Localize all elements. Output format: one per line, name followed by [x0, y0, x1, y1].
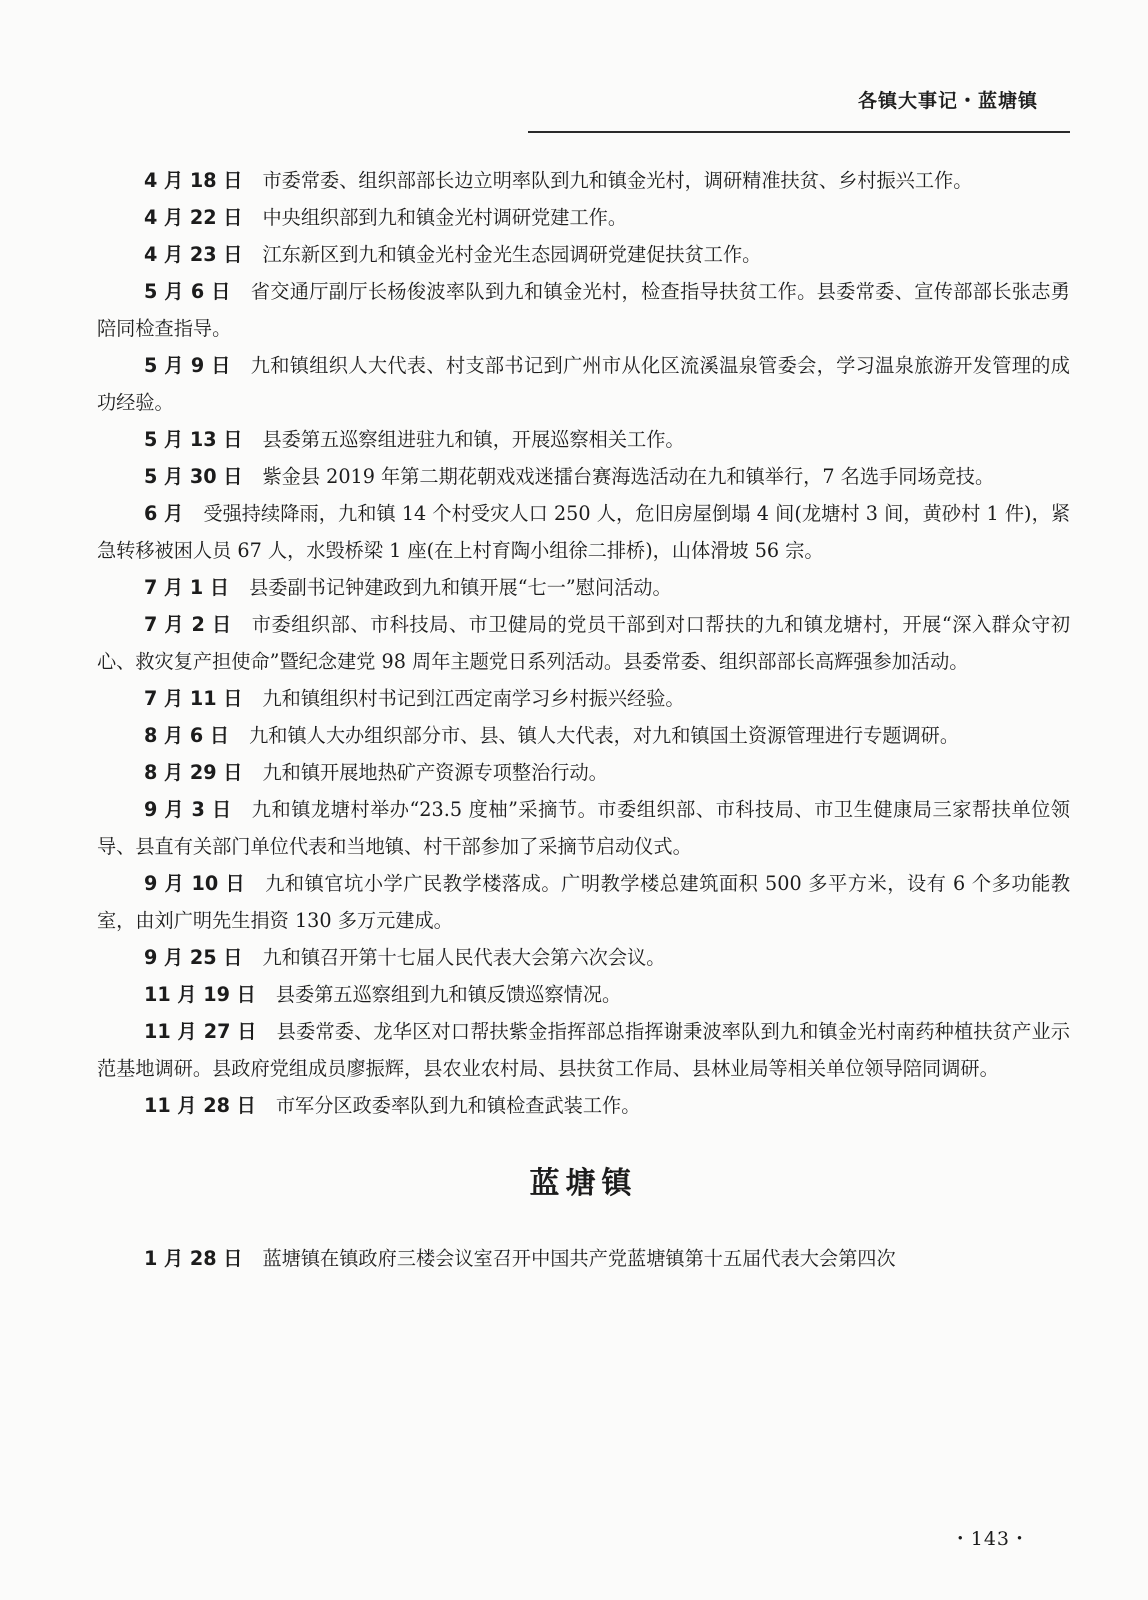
event-text: 九和镇组织人大代表、村支部书记到广州市从化区流溪温泉管委会，学习温泉旅游开发管理的成功经验。 — [97, 354, 1070, 414]
event-entry — [97, 717, 1070, 754]
section-title: 蓝塘镇 — [529, 1166, 638, 1201]
event-date: 11 月 19 日 — [144, 983, 256, 1006]
event-entry — [97, 458, 1070, 495]
event-entry — [97, 791, 1070, 865]
event-entry — [97, 1013, 1070, 1087]
event-text: 市委组织部、市科技局、市卫健局的党员干部到对口帮扶的九和镇龙塘村，开展“深入群众守初心、救灾复产担使命”暨纪念建党 98 周年主题党日系列活动。县委常委、组织部部长高辉强参加活动。 — [97, 613, 1071, 673]
page-number: ・143・ — [950, 1528, 1030, 1550]
event-date: 4 月 22 日 — [144, 206, 243, 229]
event-entry — [97, 495, 1070, 569]
event-entry — [97, 1240, 1070, 1277]
event-entry — [97, 162, 1070, 199]
event-date: 8 月 6 日 — [144, 724, 230, 747]
event-text: 九和镇召开第十七届人民代表大会第六次会议。 — [262, 946, 666, 969]
event-text: 县委第五巡察组进驻九和镇，开展巡察相关工作。 — [262, 428, 685, 451]
section-event-list — [97, 1240, 1070, 1277]
event-list — [97, 162, 1070, 1124]
event-text: 市军分区政委率队到九和镇检查武装工作。 — [275, 1094, 641, 1117]
event-date: 9 月 25 日 — [144, 946, 243, 969]
event-text: 中央组织部到九和镇金光村调研党建工作。 — [262, 206, 628, 229]
event-entry — [97, 680, 1070, 717]
event-text: 县委常委、龙华区对口帮扶紫金指挥部总指挥谢秉波率队到九和镇金光村南药种植扶贫产业示范基地调研。县政府党组成员廖振辉，县农业农村局、县扶贫工作局、县林业局等相关单位领导陪同调研。 — [97, 1020, 1070, 1080]
event-text: 市委常委、组织部部长边立明率队到九和镇金光村，调研精准扶贫、乡村振兴工作。 — [262, 169, 973, 192]
event-entry — [97, 421, 1070, 458]
event-date: 5 月 13 日 — [144, 428, 243, 451]
event-entry — [97, 569, 1070, 606]
event-entry — [97, 347, 1070, 421]
event-date: 9 月 3 日 — [144, 798, 232, 821]
event-text: 九和镇龙塘村举办“23.5 度柚”采摘节。市委组织部、市科技局、市卫生健康局三家帮扶单位领导、县直有关部门单位代表和当地镇、村干部参加了采摘节启动仪式。 — [97, 798, 1070, 858]
event-entry — [97, 273, 1070, 347]
event-date: 7 月 1 日 — [144, 576, 230, 599]
event-entry — [97, 939, 1070, 976]
event-date: 11 月 27 日 — [144, 1020, 257, 1043]
event-text: 省交通厅副厅长杨俊波率队到九和镇金光村，检查指导扶贫工作。县委常委、宣传部部长张志勇陪同检查指导。 — [97, 280, 1070, 340]
event-date: 9 月 10 日 — [144, 872, 246, 895]
event-entry — [97, 1087, 1070, 1124]
event-text: 县委第五巡察组到九和镇反馈巡察情况。 — [275, 983, 622, 1006]
running-header: 各镇大事记・蓝塘镇 — [857, 90, 1038, 112]
event-entry — [97, 199, 1070, 236]
event-text: 九和镇开展地热矿产资源专项整治行动。 — [262, 761, 608, 784]
event-date: 7 月 2 日 — [144, 613, 232, 636]
event-entry — [97, 976, 1070, 1013]
event-date: 11 月 28 日 — [144, 1094, 256, 1117]
event-date: 5 月 30 日 — [144, 465, 243, 488]
event-entry — [97, 865, 1070, 939]
page-body — [97, 162, 1070, 1277]
event-text: 县委副书记钟建政到九和镇开展“七一”慰问活动。 — [249, 576, 672, 599]
event-entry — [97, 754, 1070, 791]
event-text: 江东新区到九和镇金光村金光生态园调研党建促扶贫工作。 — [262, 243, 762, 266]
event-date: 8 月 29 日 — [144, 761, 243, 784]
event-text: 九和镇组织村书记到江西定南学习乡村振兴经验。 — [262, 687, 685, 710]
event-date: 4 月 18 日 — [144, 169, 243, 192]
event-text: 九和镇人大办组织部分市、县、镇人大代表，对九和镇国土资源管理进行专题调研。 — [249, 724, 960, 747]
event-date: 6 月 — [144, 502, 184, 525]
event-date: 1 月 28 日 — [144, 1247, 243, 1270]
event-text: 紫金县 2019 年第二期花朝戏戏迷擂台赛海选活动在九和镇举行，7 名选手同场竞技。 — [262, 465, 995, 488]
event-date: 5 月 9 日 — [144, 354, 231, 377]
event-text: 蓝塘镇在镇政府三楼会议室召开中国共产党蓝塘镇第十五届代表大会第四次 — [262, 1247, 896, 1270]
event-date: 4 月 23 日 — [144, 243, 243, 266]
event-entry — [97, 236, 1070, 273]
event-date: 7 月 11 日 — [144, 687, 243, 710]
event-text: 受强持续降雨，九和镇 14 个村受灾人口 250 人，危旧房屋倒塌 4 间(龙塘村 3 间，黄砂村 1 件)，紧急转移被困人员 67 人，水毁桥梁 1 座(在上村育陶小组徐二排桥)，山体滑坡 56 宗。 — [97, 502, 1071, 562]
header-rule — [528, 131, 1070, 133]
event-text: 九和镇官坑小学广民教学楼落成。广明教学楼总建筑面积 500 多平方米，设有 6 个多功能教室，由刘广明先生捐资 130 多万元建成。 — [97, 872, 1071, 932]
event-entry — [97, 606, 1070, 680]
event-date: 5 月 6 日 — [144, 280, 231, 303]
